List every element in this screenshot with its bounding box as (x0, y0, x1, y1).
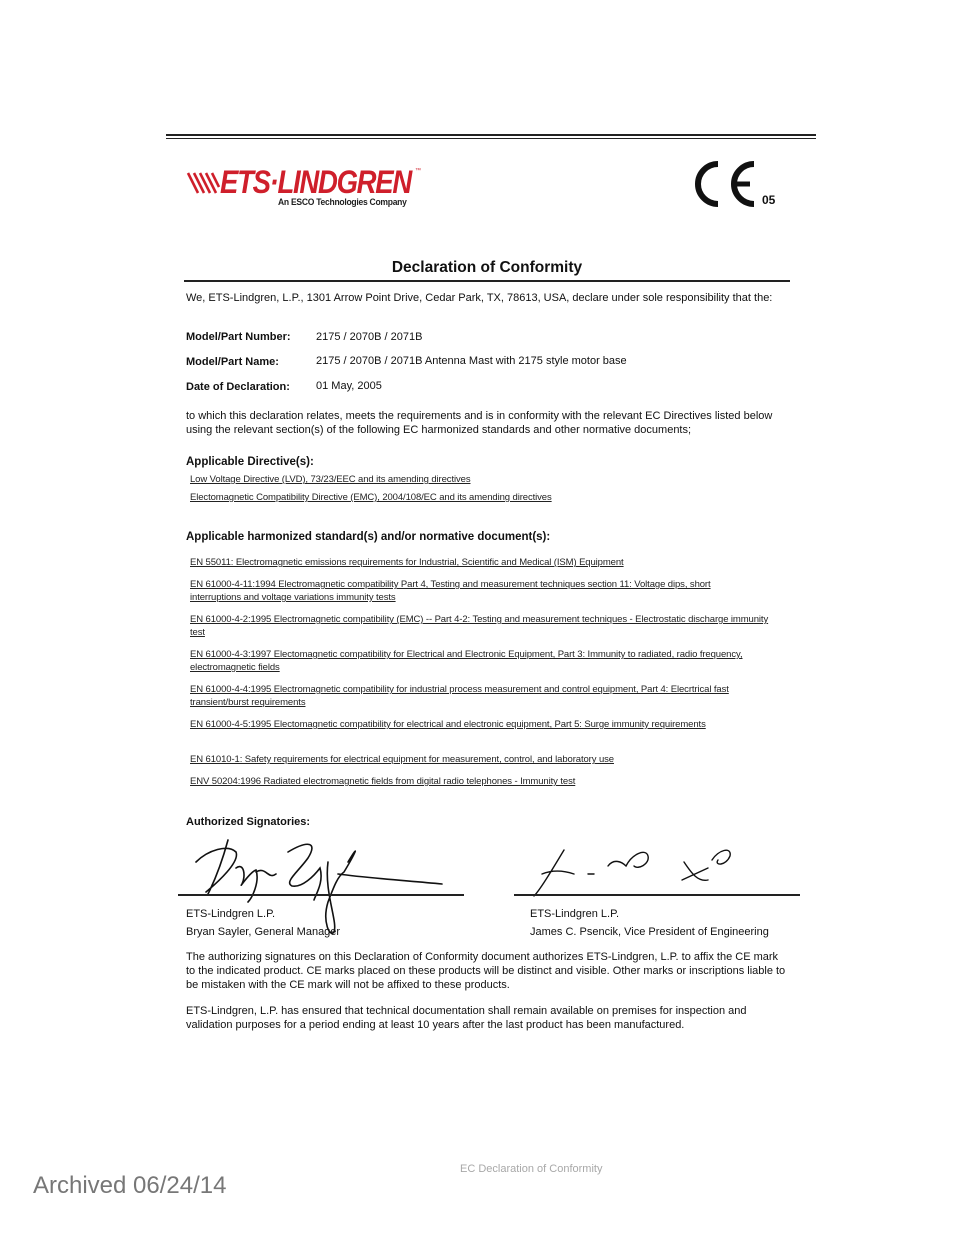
standard-item: EN 61000-4-2:1995 Electromagnetic compatibility (EMC) -- Part 4-2: Testing and measurement techniques - Electrostatic discharge immunity test (190, 614, 769, 638)
ce-mark (690, 155, 790, 215)
logo-waves-icon (186, 170, 220, 196)
archived-stamp: Archived 06/24/14 (33, 1172, 227, 1199)
standard-item: EN 61000-4-3:1997 Electomagnetic compatibility for Electrical and Electronic Equipment, Part 3: Immunity to radiated, radio frequency, electromagnetic fields (190, 649, 743, 673)
title-rule (184, 280, 790, 282)
logo-brand: ETS·LINDGREN (220, 164, 411, 200)
standard-item: EN 61010-1: Safety requirements for electrical equipment for measurement, control, and laboratory use (190, 754, 614, 765)
signature-right (522, 840, 742, 900)
field-label-part-name: Model/Part Name: (186, 356, 279, 368)
top-rule-thin (166, 138, 816, 139)
signatory-left-company: ETS-Lindgren L.P. (186, 908, 276, 920)
signatory-right-name: James C. Psencik, Vice President of Engineering (530, 926, 769, 938)
signatories-heading: Authorized Signatories: (186, 816, 311, 828)
technical-documentation-paragraph: ETS-Lindgren, L.P. has ensured that technical documentation shall remain available on premises for inspection and validation purposes for a period ending at least 10 years after the last product has been manufactured. (186, 1005, 747, 1031)
standard-item: EN 55011: Electromagnetic emissions requirements for Industrial, Scientific and Medical (ISM) Equipment (190, 557, 624, 568)
directive-item: Low Voltage Directive (LVD), 73/23/EEC and its amending directives (190, 474, 471, 485)
logo-subtitle: An ESCO Technologies Company (278, 197, 407, 208)
standard-item: EN 61000-4-4:1995 Electromagnetic compatibility for industrial process measurement and control equipment, Part 4: Elecrtrical fast transient/burst requirements (190, 684, 729, 708)
top-rule (166, 134, 816, 136)
signature-line-right (514, 894, 800, 896)
intro-paragraph: We, ETS-Lindgren, L.P., 1301 Arrow Point Drive, Cedar Park, TX, 78613, USA, declare under sole responsibility that the: (186, 292, 773, 304)
relates-paragraph: to which this declaration relates, meets the requirements and is in conformity with the relevant EC Directives listed below using the relevant section(s) of the following EC harmonized standards and other normative documents; (186, 410, 773, 436)
standard-item: ENV 50204:1996 Radiated electromagnetic fields from digital radio telephones - Immunity test (190, 776, 576, 787)
field-value-part-number: 2175 / 2070B / 2071B (316, 331, 423, 343)
standards-heading: Applicable harmonized standard(s) and/or normative document(s): (186, 531, 551, 543)
footer-caption: EC Declaration of Conformity (460, 1163, 603, 1175)
signatory-left-name: Bryan Sayler, General Manager (186, 926, 341, 938)
logo-trademark: ™ (415, 168, 421, 174)
signatory-right-company: ETS-Lindgren L.P. (530, 908, 620, 920)
field-value-date: 01 May, 2005 (316, 380, 382, 392)
document-title: Declaration of Conformity (391, 259, 583, 276)
authorization-paragraph: The authorizing signatures on this Declaration of Conformity document authorizes ETS-Lindgren, L.P. to affix the CE mark to the indicated product. CE marks placed on these products will be distinct and visible. Other marks or inscriptions liable to be mistaken with the CE mark will not be affixed to these products. (186, 951, 786, 991)
ce-suffix: 05 (762, 193, 776, 207)
directive-item: Electomagnetic Compatibility Directive (EMC), 2004/108/EC and its amending directives (190, 492, 552, 503)
field-label-part-number: Model/Part Number: (186, 331, 291, 343)
directives-heading: Applicable Directive(s): (186, 456, 314, 468)
field-value-part-name: 2175 / 2070B / 2071B Antenna Mast with 2175 style motor base (316, 355, 627, 367)
standard-item: EN 61000-4-11:1994 Electromagnetic compatibility Part 4, Testing and measurement techniques section 11: Voltage dips, short interruptions and voltage variations immunity tests (190, 579, 711, 603)
ets-lindgren-logo (186, 166, 426, 216)
field-label-date: Date of Declaration: (186, 381, 290, 393)
signature-line-left (178, 894, 464, 896)
standard-item: EN 61000-4-5:1995 Electomagnetic compatibility for electrical and electronic equipment, Part 5: Surge immunity requirements (190, 719, 706, 730)
